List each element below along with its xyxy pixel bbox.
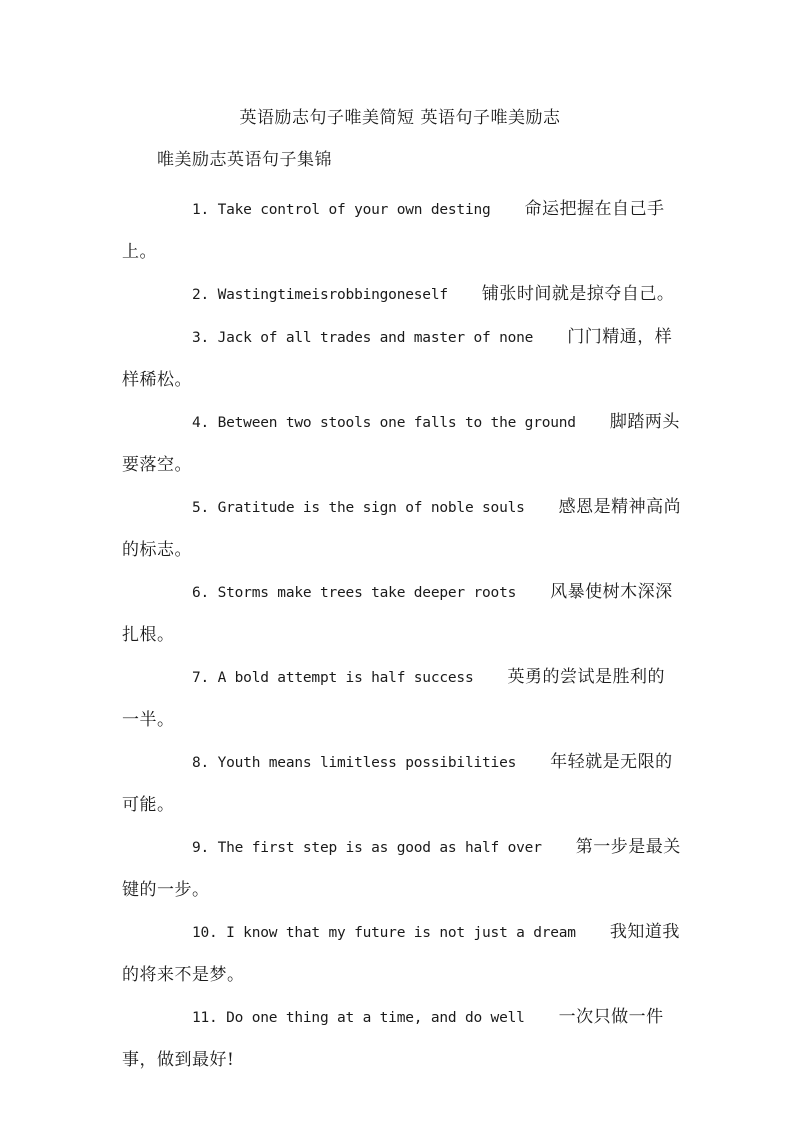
sentence-chinese: 第一步是最关键的一步。: [122, 837, 681, 900]
list-item: [122, 826, 682, 911]
sentence-chinese: 感恩是精神高尚的标志。: [122, 497, 682, 560]
sentence-english: 11. Do one thing at a time, and do well: [192, 1010, 525, 1026]
sentence-chinese: 脚踏两头要落空。: [122, 412, 680, 475]
list-item: [122, 911, 682, 996]
sentence-chinese: 我知道我的将来不是梦。: [122, 922, 680, 985]
sentence-chinese: 铺张时间就是掠夺自己。: [481, 284, 675, 304]
list-item: [122, 486, 682, 571]
sentence-english: 1. Take control of your own desting: [192, 202, 491, 218]
list-item: [122, 316, 682, 401]
sentence-chinese: 年轻就是无限的可能。: [122, 752, 673, 815]
sentence-chinese: 门门精通，样样稀松。: [122, 327, 673, 390]
sentence-english: 2. Wastingtimeisrobbingoneself: [192, 287, 448, 303]
list-item: [122, 273, 682, 316]
sentence-chinese: 英勇的尝试是胜利的一半。: [122, 667, 665, 730]
sentence-list: [122, 188, 682, 1081]
document-title: 英语励志句子唯美简短 英语句子唯美励志: [239, 108, 561, 128]
sentence-english: 5. Gratitude is the sign of noble souls: [192, 500, 525, 516]
sentence-english: 4. Between two stools one falls to the ground: [192, 415, 576, 431]
sentence-english: 6. Storms make trees take deeper roots: [192, 585, 517, 601]
list-item: [122, 401, 682, 486]
sentence-chinese: 命运把握在自己手上。: [122, 199, 665, 262]
list-item: [122, 996, 682, 1081]
sentence-english: 10. I know that my future is not just a dream: [192, 925, 576, 941]
sentence-english: 9. The first step is as good as half over: [192, 840, 542, 856]
list-item: [122, 188, 682, 273]
list-item: [122, 741, 682, 826]
sentence-chinese: 风暴使树木深深扎根。: [122, 582, 673, 645]
document-subtitle: 唯美励志英语句子集锦: [157, 150, 332, 170]
sentence-chinese: 一次只做一件事，做到最好!: [122, 1007, 664, 1070]
sentence-english: 3. Jack of all trades and master of none: [192, 330, 534, 346]
sentence-english: 8. Youth means limitless possibilities: [192, 755, 517, 771]
list-item: [122, 571, 682, 656]
sentence-english: 7. A bold attempt is half success: [192, 670, 474, 686]
list-item: [122, 656, 682, 741]
